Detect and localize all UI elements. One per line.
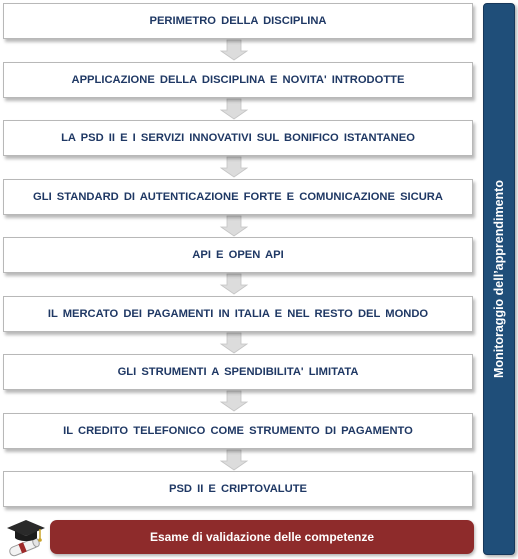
learning-monitoring-label: Monitoraggio dell’apprendimento <box>492 180 506 378</box>
step-box-3: LA PSD II E I SERVIZI INNOVATIVI SUL BONIFICO ISTANTANEO <box>3 120 473 156</box>
step-box-7: GLI STRUMENTI A SPENDIBILITA' LIMITATA <box>3 354 473 390</box>
step-box-2: APPLICAZIONE DELLA DISCIPLINA E NOVITA' INTRODOTTE <box>3 62 473 98</box>
flow-arrow <box>221 333 247 353</box>
step-box-4: GLI STANDARD DI AUTENTICAZIONE FORTE E COMUNICAZIONE SICURA <box>3 179 473 215</box>
flow-arrow <box>221 157 247 177</box>
graduation-cap-diploma-icon <box>5 517 47 557</box>
flow-arrow <box>221 450 247 470</box>
step-box-8: IL CREDITO TELEFONICO COME STRUMENTO DI PAGAMENTO <box>3 413 473 449</box>
step-box-9: PSD II E CRIPTOVALUTE <box>3 471 473 507</box>
flow-arrow <box>221 274 247 294</box>
flow-arrow <box>221 99 247 119</box>
competence-validation-exam-bar: Esame di validazione delle competenze <box>50 520 474 554</box>
step-box-1: PERIMETRO DELLA DISCIPLINA <box>3 3 473 39</box>
learning-monitoring-panel <box>483 3 515 555</box>
step-box-6: IL MERCATO DEI PAGAMENTI IN ITALIA E NEL RESTO DEL MONDO <box>3 296 473 332</box>
flow-arrow <box>221 40 247 60</box>
flow-arrow <box>221 391 247 411</box>
step-box-5: API E OPEN API <box>3 237 473 273</box>
flow-arrow <box>221 216 247 236</box>
